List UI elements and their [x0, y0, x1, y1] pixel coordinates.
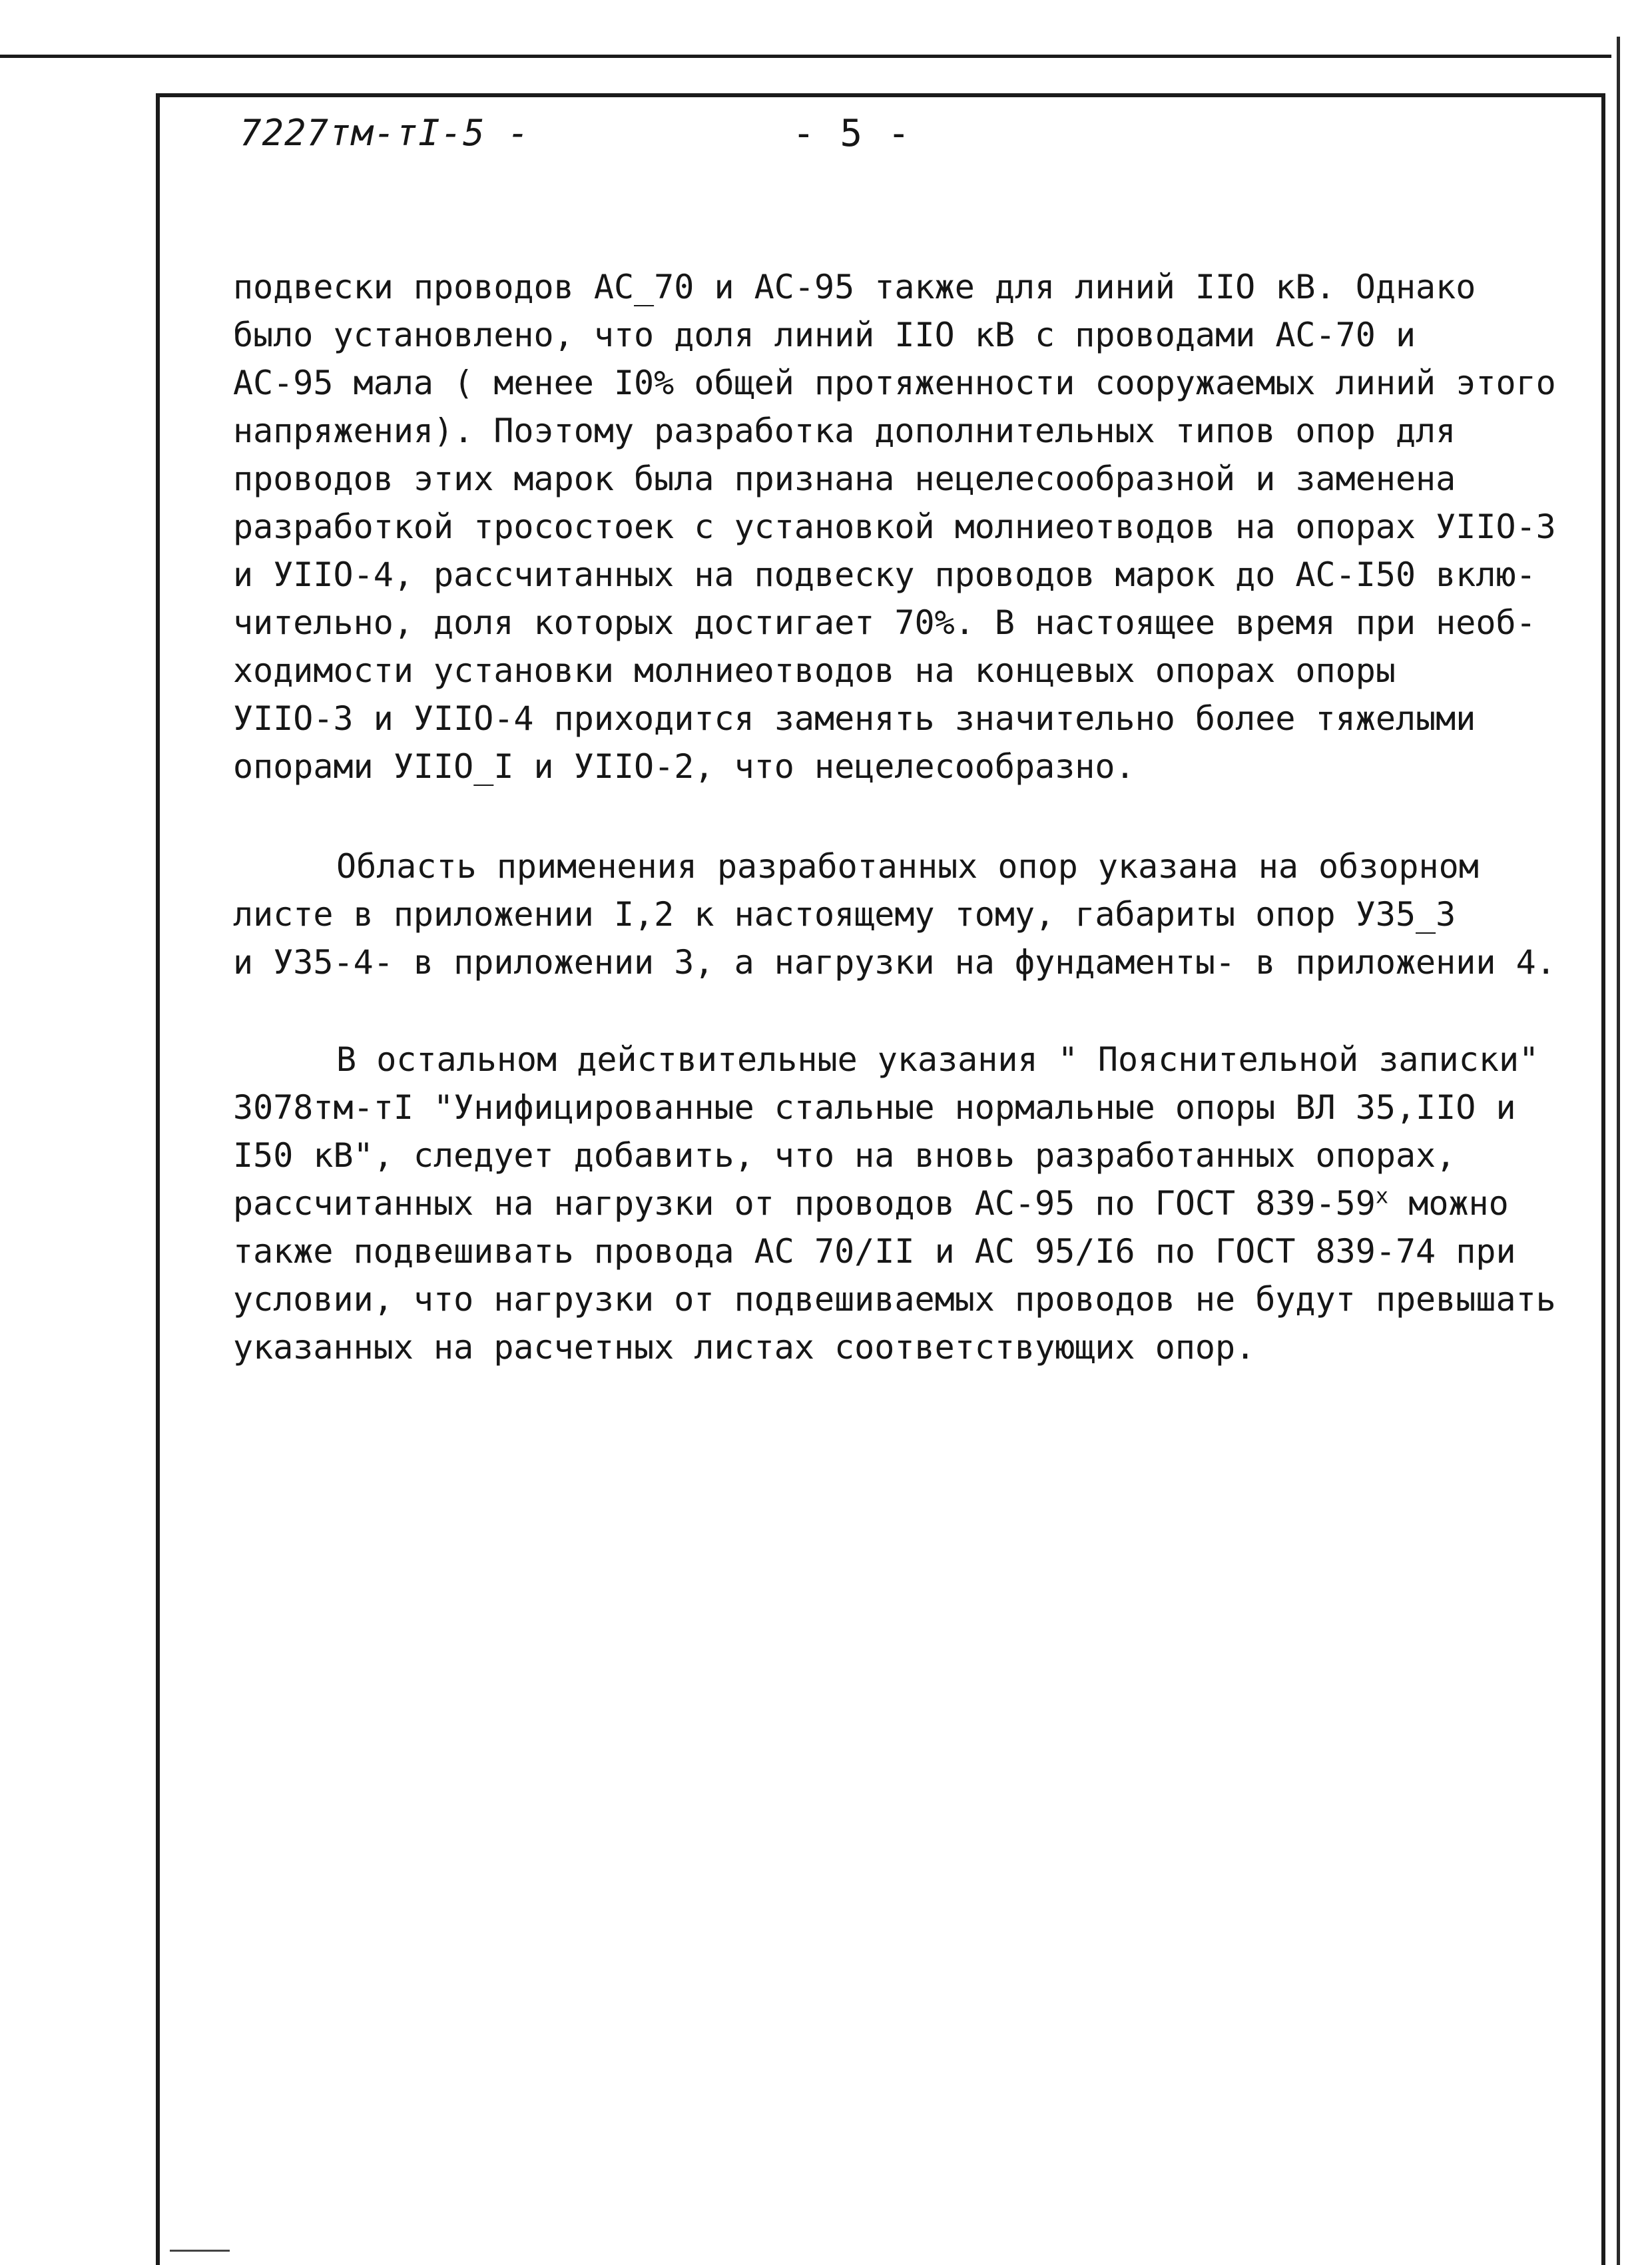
- text-line: разработкой тросостоек с установкой молниеотводов на опорах УIIO-3: [233, 507, 1556, 546]
- document-code: 7227тм-тI-5 -: [240, 112, 530, 154]
- text-line: условии, что нагрузки от подвешиваемых проводов не будут превышать: [233, 1280, 1556, 1319]
- right-border-line: [1617, 37, 1620, 2265]
- paragraph-1: [233, 263, 1565, 791]
- text-line: I50 кВ", следует добавить, что на вновь разработанных опорах,: [233, 1136, 1456, 1175]
- text-line: проводов этих марок была признана нецелесообразной и заменена: [233, 460, 1456, 498]
- text-segment: можно: [1388, 1184, 1509, 1223]
- page-number: - 5 -: [792, 112, 912, 155]
- text-line: указанных на расчетных листах соответствующих опор.: [233, 1328, 1256, 1367]
- text-line: 3078тм-тI "Унифицированные стальные нормальные опоры ВЛ 35,IIO и: [233, 1088, 1516, 1127]
- text-line: также подвешивать провода АС 70/II и АС 95/I6 по ГОСТ 839-74 при: [233, 1232, 1516, 1271]
- text-line: напряжения). Поэтому разработка дополнительных типов опор для: [233, 412, 1456, 450]
- text-line: Область применения разработанных опор указана на обзорном: [336, 847, 1479, 886]
- text-line: подвески проводов АС_70 и АС-95 также для линий IIO кВ. Однако: [233, 268, 1476, 306]
- text-segment: рассчитанных на нагрузки от проводов АС-95 по ГОСТ 839-59: [233, 1184, 1376, 1223]
- text-line: В остальном действительные указания " Пояснительной записки": [336, 1040, 1539, 1079]
- text-line: и У35-4- в приложении 3, а нагрузки на фундаменты- в приложении 4.: [233, 943, 1556, 982]
- text-line: было установлено, что доля линий IIO кВ с проводами АС-70 и: [233, 316, 1416, 354]
- text-line: листе в приложении I,2 к настоящему тому, габариты опор У35_3: [233, 895, 1456, 934]
- bottom-border-tick: [170, 2250, 230, 2252]
- text-line-with-superscript: [233, 1179, 1565, 1227]
- text-line: УIIO-3 и УIIO-4 приходится заменять значительно более тяжелыми: [233, 699, 1476, 738]
- text-line: АС-95 мала ( менее I0% общей протяженности сооружаемых линий этого: [233, 364, 1556, 402]
- text-line: и УIIO-4, рассчитанных на подвеску проводов марок до АС-I50 вклю-: [233, 555, 1536, 594]
- text-line: опорами УIIO_I и УIIO-2, что нецелесообразно.: [233, 747, 1135, 786]
- paragraph-3: [233, 1036, 1565, 1371]
- superscript: x: [1375, 1183, 1389, 1209]
- paragraph-2: [233, 842, 1565, 986]
- text-line: ходимости установки молниеотводов на концевых опорах опоры: [233, 651, 1396, 690]
- text-line: чительно, доля которых достигает 70%. В настоящее время при необ-: [233, 603, 1536, 642]
- top-border-line: [0, 55, 1611, 58]
